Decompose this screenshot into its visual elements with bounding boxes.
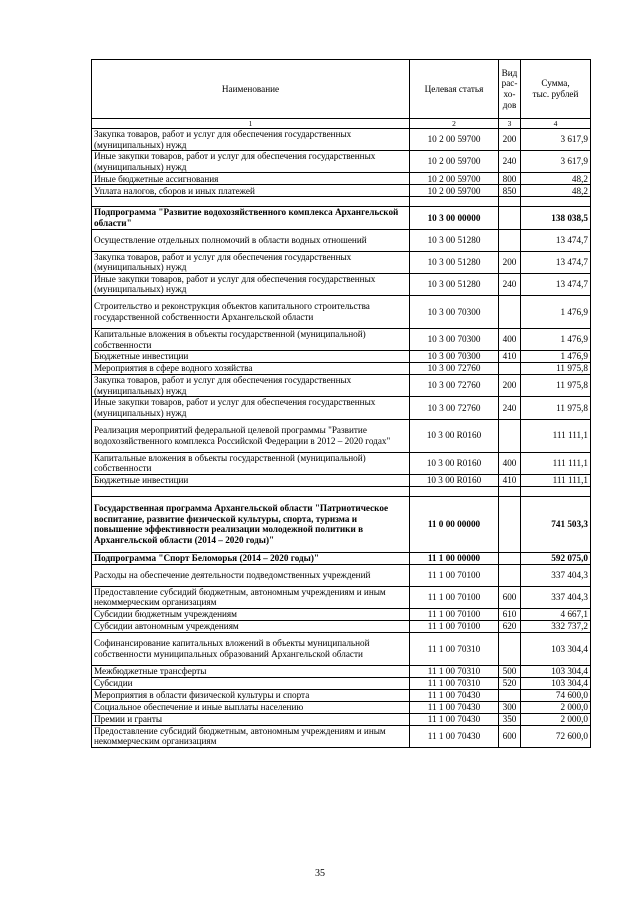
cell-code: 11 1 00 70430: [410, 701, 499, 713]
cell-code: 11 1 00 70100: [410, 620, 499, 632]
cell-code: 11 1 00 70100: [410, 564, 499, 586]
spacer-cell: [410, 486, 499, 496]
cell-name: Социальное обеспечение и иные выплаты населению: [92, 701, 410, 713]
cell-name: Иные закупки товаров, работ и услуг для обеспечения государственных (муниципальных) нужд: [92, 151, 410, 173]
cell-code: 11 1 00 70430: [410, 725, 499, 747]
cell-name: Иные закупки товаров, работ и услуг для обеспечения государственных (муниципальных) нужд: [92, 273, 410, 295]
table-row: [92, 129, 591, 151]
cell-code: 10 3 00 51280: [410, 251, 499, 273]
cell-sum: 111 111,1: [521, 452, 591, 474]
header-kind-line: дов: [502, 99, 517, 110]
cell-kind: 850: [499, 185, 521, 197]
cell-sum: 13 474,7: [521, 251, 591, 273]
spacer-cell: [499, 197, 521, 207]
cell-kind: 240: [499, 151, 521, 173]
cell-sum: 103 304,4: [521, 677, 591, 689]
cell-kind: 410: [499, 474, 521, 486]
header-kind-line: рас-: [501, 78, 518, 89]
cell-sum: 2 000,0: [521, 713, 591, 725]
table-row: [92, 229, 591, 251]
cell-kind: 410: [499, 351, 521, 363]
cell-code: 11 1 00 70430: [410, 689, 499, 701]
cell-kind: [499, 363, 521, 375]
spacer-cell: [499, 486, 521, 496]
table-row: [92, 251, 591, 273]
table-row: [92, 273, 591, 295]
cell-sum: 48,2: [521, 185, 591, 197]
table-row: [92, 552, 591, 564]
table-row: [92, 474, 591, 486]
spacer-cell: [92, 486, 410, 496]
cell-code: 10 2 00 59700: [410, 185, 499, 197]
cell-sum: 332 737,2: [521, 620, 591, 632]
cell-sum: 13 474,7: [521, 229, 591, 251]
cell-code: 10 3 00 R0160: [410, 474, 499, 486]
cell-code: 11 1 00 70100: [410, 586, 499, 608]
header-kind-line: Вид: [501, 67, 518, 78]
cell-code: 10 3 00 72760: [410, 397, 499, 419]
cell-name: Софинансирование капитальных вложений в объекты муниципальной собственности муниципальных образований Архангельской области: [92, 632, 410, 665]
column-number: 1: [92, 119, 410, 129]
cell-kind: 400: [499, 452, 521, 474]
cell-name: Иные закупки товаров, работ и услуг для обеспечения государственных (муниципальных) нужд: [92, 397, 410, 419]
table-body: [92, 129, 591, 748]
table-row: [92, 586, 591, 608]
cell-name: Закупка товаров, работ и услуг для обеспечения государственных (муниципальных) нужд: [92, 129, 410, 151]
column-number: 3: [499, 119, 521, 129]
spacer-row: [92, 197, 591, 207]
page-number: 35: [315, 868, 325, 879]
cell-sum: 2 000,0: [521, 701, 591, 713]
cell-code: 10 3 00 R0160: [410, 419, 499, 452]
cell-code: 11 1 00 70310: [410, 677, 499, 689]
cell-sum: 111 111,1: [521, 474, 591, 486]
cell-kind: 620: [499, 620, 521, 632]
table-row: [92, 397, 591, 419]
cell-kind: 600: [499, 586, 521, 608]
cell-name: Бюджетные инвестиции: [92, 351, 410, 363]
cell-name: Мероприятия в сфере водного хозяйства: [92, 363, 410, 375]
cell-code: 10 3 00 51280: [410, 273, 499, 295]
table-row: [92, 295, 591, 328]
table-row: [92, 677, 591, 689]
cell-name: Закупка товаров, работ и услуг для обеспечения государственных (муниципальных) нужд: [92, 251, 410, 273]
cell-kind: 300: [499, 701, 521, 713]
spacer-cell: [92, 197, 410, 207]
cell-sum: 11 975,8: [521, 375, 591, 397]
cell-sum: 111 111,1: [521, 419, 591, 452]
cell-code: 10 2 00 59700: [410, 173, 499, 185]
cell-code: 10 3 00 72760: [410, 375, 499, 397]
cell-kind: [499, 564, 521, 586]
cell-kind: [499, 552, 521, 564]
cell-kind: [499, 632, 521, 665]
cell-code: 11 0 00 00000: [410, 496, 499, 552]
cell-sum: 1 476,9: [521, 295, 591, 328]
table-row: [92, 665, 591, 677]
table-row: [92, 496, 591, 552]
cell-code: 10 3 00 00000: [410, 207, 499, 229]
cell-sum: 337 404,3: [521, 564, 591, 586]
cell-name: Государственная программа Архангельской области "Патриотическое воспитание, развитие физической культуры, спорта, туризма и повышение эффективности реализации молодежной политики в Архангельской области (2014 – 2020 годы)": [92, 496, 410, 552]
cell-name: Подпрограмма "Развитие водохозяйственного комплекса Архангельской области": [92, 207, 410, 229]
cell-sum: 1 476,9: [521, 328, 591, 350]
table-row: [92, 713, 591, 725]
column-number: 2: [410, 119, 499, 129]
cell-code: 11 1 00 70310: [410, 665, 499, 677]
cell-sum: 337 404,3: [521, 586, 591, 608]
cell-kind: [499, 419, 521, 452]
table-row: [92, 351, 591, 363]
cell-name: Реализация мероприятий федеральной целевой программы "Развитие водохозяйственного комплекса Российской Федерации в 2012 – 2020 годах": [92, 419, 410, 452]
table-row: [92, 701, 591, 713]
cell-kind: [499, 207, 521, 229]
cell-name: Капитальные вложения в объекты государственной (муниципальной) собственности: [92, 452, 410, 474]
cell-name: Уплата налогов, сборов и иных платежей: [92, 185, 410, 197]
table-row: [92, 207, 591, 229]
table-row: [92, 452, 591, 474]
cell-name: Бюджетные инвестиции: [92, 474, 410, 486]
cell-code: 10 3 00 70300: [410, 351, 499, 363]
budget-table: [91, 59, 591, 748]
cell-name: Капитальные вложения в объекты государственной (муниципальной) собственности: [92, 328, 410, 350]
cell-sum: 72 600,0: [521, 725, 591, 747]
cell-sum: 13 474,7: [521, 273, 591, 295]
cell-kind: 240: [499, 397, 521, 419]
table-row: [92, 328, 591, 350]
cell-kind: 200: [499, 251, 521, 273]
table-row: [92, 632, 591, 665]
cell-name: Субсидии автономным учреждениям: [92, 620, 410, 632]
cell-kind: 800: [499, 173, 521, 185]
cell-name: Расходы на обеспечение деятельности подведомственных учреждений: [92, 564, 410, 586]
cell-code: 11 1 00 70430: [410, 713, 499, 725]
header-sum-line: тыс. рублей: [532, 89, 579, 99]
header-kind-line: хо-: [503, 89, 516, 99]
table-row: [92, 363, 591, 375]
cell-kind: 500: [499, 665, 521, 677]
cell-kind: 400: [499, 328, 521, 350]
cell-name: Межбюджетные трансферты: [92, 665, 410, 677]
cell-sum: 1 476,9: [521, 351, 591, 363]
spacer-cell: [521, 197, 591, 207]
cell-kind: 610: [499, 608, 521, 620]
cell-code: 11 1 00 70100: [410, 608, 499, 620]
spacer-cell: [521, 486, 591, 496]
cell-code: 10 3 00 R0160: [410, 452, 499, 474]
cell-kind: 200: [499, 129, 521, 151]
cell-code: 10 3 00 72760: [410, 363, 499, 375]
cell-sum: 11 975,8: [521, 397, 591, 419]
cell-sum: 592 075,0: [521, 552, 591, 564]
cell-kind: 600: [499, 725, 521, 747]
cell-sum: 103 304,4: [521, 665, 591, 677]
table-row: [92, 725, 591, 747]
table-row: [92, 151, 591, 173]
table-row: [92, 608, 591, 620]
spacer-row: [92, 486, 591, 496]
cell-code: 10 3 00 70300: [410, 295, 499, 328]
cell-kind: 240: [499, 273, 521, 295]
cell-code: 11 1 00 00000: [410, 552, 499, 564]
cell-name: Премии и гранты: [92, 713, 410, 725]
cell-sum: 4 667,1: [521, 608, 591, 620]
cell-name: Осуществление отдельных полномочий в области водных отношений: [92, 229, 410, 251]
cell-name: Предоставление субсидий бюджетным, автономным учреждениям и иным некоммерческим организациям: [92, 725, 410, 747]
cell-code: 10 3 00 51280: [410, 229, 499, 251]
cell-sum: 74 600,0: [521, 689, 591, 701]
cell-sum: 103 304,4: [521, 632, 591, 665]
header-sum: [521, 60, 591, 119]
cell-name: Предоставление субсидий бюджетным, автономным учреждениям и иным некоммерческим организациям: [92, 586, 410, 608]
cell-sum: 3 617,9: [521, 151, 591, 173]
cell-code: 10 2 00 59700: [410, 129, 499, 151]
cell-name: Субсидии бюджетным учреждениям: [92, 608, 410, 620]
cell-kind: [499, 496, 521, 552]
cell-name: Мероприятия в области физической культуры и спорта: [92, 689, 410, 701]
table-row: [92, 620, 591, 632]
header-kind: [499, 60, 521, 119]
cell-sum: 48,2: [521, 173, 591, 185]
table-row: [92, 185, 591, 197]
cell-sum: 3 617,9: [521, 129, 591, 151]
column-number: 4: [521, 119, 591, 129]
table-row: [92, 375, 591, 397]
header-article: Целевая статья: [410, 60, 499, 119]
cell-name: Закупка товаров, работ и услуг для обеспечения государственных (муниципальных) нужд: [92, 375, 410, 397]
table-row: [92, 564, 591, 586]
cell-kind: [499, 229, 521, 251]
cell-kind: 520: [499, 677, 521, 689]
cell-kind: [499, 295, 521, 328]
cell-kind: [499, 689, 521, 701]
cell-code: 10 3 00 70300: [410, 328, 499, 350]
cell-code: 11 1 00 70310: [410, 632, 499, 665]
table-row: [92, 689, 591, 701]
header-sum-line: Сумма,: [541, 78, 570, 89]
cell-name: Подпрограмма "Спорт Беломорья (2014 – 2020 годы)": [92, 552, 410, 564]
cell-sum: 741 503,3: [521, 496, 591, 552]
cell-name: Иные бюджетные ассигнования: [92, 173, 410, 185]
cell-sum: 11 975,8: [521, 363, 591, 375]
spacer-cell: [410, 197, 499, 207]
cell-kind: 200: [499, 375, 521, 397]
cell-sum: 138 038,5: [521, 207, 591, 229]
cell-name: Строительство и реконструкция объектов капитального строительства государственной собственности Архангельской области: [92, 295, 410, 328]
cell-name: Субсидии: [92, 677, 410, 689]
header-name: Наименование: [92, 60, 410, 119]
table-row: [92, 419, 591, 452]
cell-code: 10 2 00 59700: [410, 151, 499, 173]
cell-kind: 350: [499, 713, 521, 725]
table-row: [92, 173, 591, 185]
